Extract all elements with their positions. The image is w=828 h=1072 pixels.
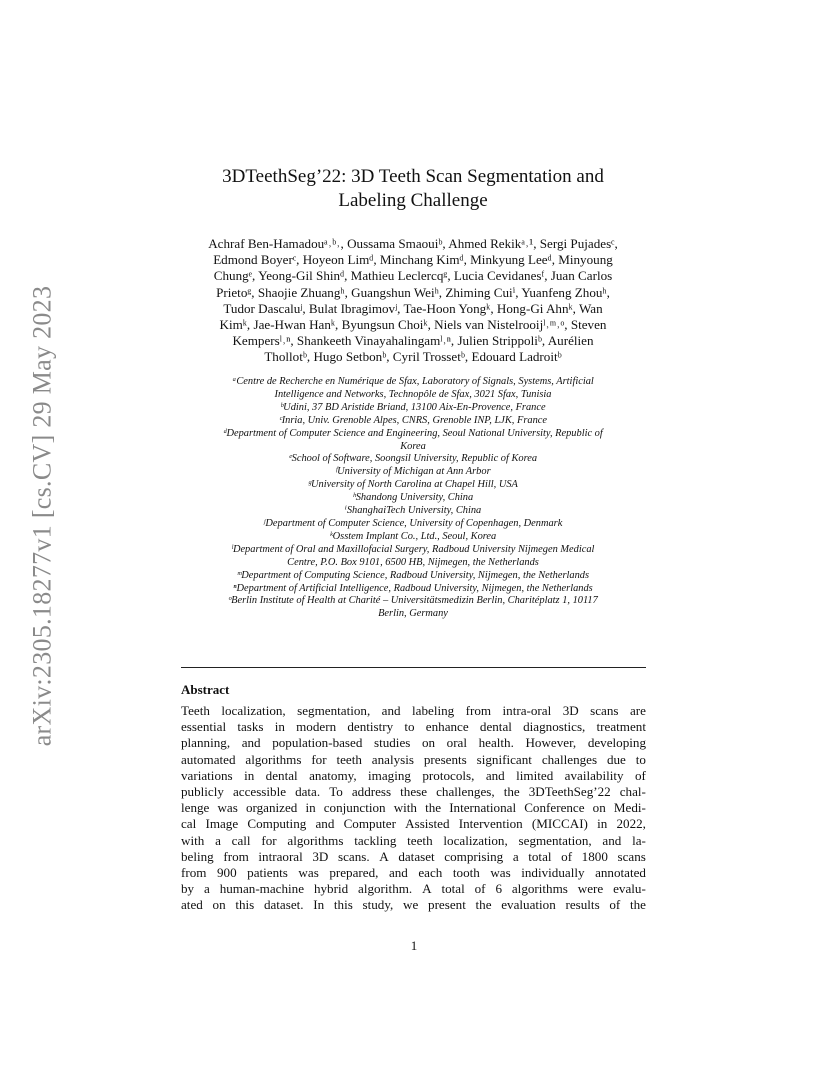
abstract-word: prepared, [329,865,379,881]
abstract-word: are [629,703,646,718]
abstract-word: modern [296,719,337,735]
abstract-word: the [630,897,646,913]
abstract-line [181,865,646,881]
abstract-word: evaluation [501,897,556,913]
abstract-word: scans [617,848,646,864]
title-line: 3DTeethSeg’22: 3D Teeth Scan Segmentation and [222,166,604,187]
author-line: Kimᵏ, Jae-Hwan Hanᵏ, Byungsun Choiᵏ, Niels van Nistelrooijˡ˒ᵐ˒ᵒ, Steven [219,317,607,333]
author-line: Chungᵉ, Yeong-Gil Shinᵈ, Mathieu Leclercqᵍ, Lucia Cevidanesᶠ, Juan Carlos [213,268,613,284]
abstract-word: to [635,751,646,767]
abstract-word: 6 [495,881,502,897]
abstract-word: dentistry [347,719,394,735]
abstract-line [181,719,646,735]
abstract-word: challenges, [436,784,495,800]
paper-title [180,165,646,213]
abstract-word: publicly [181,784,224,800]
abstract-word: patients [247,865,288,881]
abstract-word: on [212,897,226,913]
abstract-word: from [223,848,249,864]
abstract-word: was [217,800,238,816]
affiliation-line: Centre, P.O. Box 9101, 6500 HB, Nijmegen, the Netherlands [287,556,539,568]
abstract-word: human-machine [219,881,305,897]
abstract-word: la- [632,832,646,848]
abstract-word: presents [423,751,467,767]
abstract-word: Medi- [613,800,646,816]
abstract-word: treatment [596,719,646,735]
abstract-word: for [261,832,277,848]
author-line: Tudor Dascaluʲ, Bulat Ibragimovʲ, Tae-Hoon Yongᵏ, Hong-Gi Ahnᵏ, Wan [223,300,603,316]
abstract-word: a [215,832,221,848]
abstract-word: 1800 [581,848,608,864]
abstract-word: automated [181,751,236,767]
affiliation-line: ᶜInria, Univ. Grenoble Alpes, CNRS, Grenoble INP, LJK, France [278,414,548,426]
abstract-word: total [441,881,465,897]
abstract-word: results [565,897,600,913]
abstract-line [181,897,646,913]
abstract-word: intraoral [258,848,303,864]
abstract-word: A [379,848,389,864]
abstract-word: in [305,800,316,816]
abstract-word: lenge [181,800,210,816]
abstract-word: and [381,703,401,718]
abstract-word: dataset [398,848,435,864]
abstract-word: However, [525,735,577,751]
abstract-word: of [609,897,621,913]
abstract-word: these [400,784,428,800]
affiliation-list [175,376,651,621]
abstract-word: Computing [247,816,307,832]
abstract-word: 2022, [616,816,646,832]
abstract-word: in [244,767,255,783]
abstract-word: cal [181,816,197,832]
abstract-word: data. [295,784,321,800]
affiliation-line: Intelligence and Networks, Technopôle de Sfax, 3021 Sfax, Tunisia [274,388,552,400]
affiliation-line: ⁿDepartment of Artificial Intelligence, Radboud University, Nijmegen, the Netherlands [233,582,593,594]
abstract-word: chal- [619,784,646,800]
abstract-word: A [422,881,432,897]
affiliation-line: ᵍUniversity of North Carolina at Chapel Hill, USA [308,479,518,491]
author-line: Achraf Ben-Hamadouᵃ˒ᵇ˒, Oussama Smaouiᵇ, Ahmed Rekikᵃ˒¹, Sergi Pujadesᶜ, [208,236,618,251]
affiliation-line: ʰShandong University, China [352,492,474,504]
abstract-line [181,849,646,865]
affiliation-line: ᶠUniversity of Michigan at Ann Arbor [335,466,491,478]
abstract-word: 3D [312,848,329,864]
affiliation-line: ᵐDepartment of Computing Science, Radboud University, Nijmegen, the Netherlands [236,569,590,581]
abstract-word: planning, [181,735,231,751]
abstract-word: 3DTeethSeg’22 [528,784,611,800]
arxiv-id-text: arXiv:2305.18277v1 [cs.CV] 29 May 2023 [27,285,57,747]
abstract-word: International [449,800,517,816]
abstract-word: in [274,719,285,735]
abstract-word: on [421,735,436,751]
abstract-word: a [512,848,519,864]
abstract-line [181,768,646,784]
abstract-word: Computer [343,816,396,832]
abstract-word: tackling [354,832,397,848]
affiliation-line: ᵏOsstem Implant Co., Ltd., Seoul, Korea [329,530,497,542]
abstract-word: Intervention [458,816,523,832]
affiliation-line: Korea [400,440,426,452]
abstract-word: from [465,703,492,718]
abstract-line [181,800,646,816]
abstract-word: was [490,865,511,881]
abstract-word: and [315,816,335,832]
abstract-word: for [311,751,327,767]
abstract-word: segmentation, [297,703,371,718]
affiliation-line: ᵇUdini, 37 BD Aristide Briand, 13100 Aix-En-Provence, France [280,401,546,413]
abstract-word: (MICCAI) [531,816,588,832]
abstract-word: dental [479,719,512,735]
abstract-word: organized [245,800,298,816]
abstract-word: call [231,832,251,848]
affiliation-line: Berlin, Germany [378,608,448,620]
abstract-word: conjunction [323,800,386,816]
abstract-word: 900 [216,865,237,881]
title-line: Labeling Challenge [338,190,488,211]
abstract-word: and [241,735,261,751]
abstract-word: and [388,865,408,881]
abstract-word: In [313,897,325,913]
abstract-word: localization, [221,703,286,718]
abstract-word: this [235,897,255,913]
abstract-word: protocols, [422,767,475,783]
abstract-word: health. [478,735,514,751]
abstract-word: significant [476,751,532,767]
abstract-word: beling [181,848,214,864]
abstract-word: accessible [232,784,287,800]
abstract-word: with [181,832,205,848]
abstract-word: comprising [444,848,504,864]
abstract-word: from [181,865,207,881]
page-number: 1 [410,938,418,953]
abstract-word: essential [181,719,227,735]
affiliation-line: ⁱShanghaiTech University, China [344,505,482,517]
abstract-word: evalu- [613,881,646,897]
affiliation-line: ˡDepartment of Oral and Maxillofacial Surgery, Radboud University Nijmegen Medical [231,543,595,555]
affiliation-line: ᵉSchool of Software, Soongsil University, Republic of Korea [288,453,538,465]
abstract-word: challenges [541,751,598,767]
abstract-word: of [561,848,573,864]
abstract-body [181,703,646,914]
abstract-word: this [333,897,353,913]
abstract-word: we [403,897,419,913]
author-line: Prietoᵍ, Shaojie Zhuangʰ, Guangshun Weiʰ, Zhiming Cuiⁱ, Yuanfeng Zhouʰ, [216,284,610,300]
abstract-word: by [181,881,195,897]
abstract-word: limited [516,767,554,783]
abstract-word: and [485,767,505,783]
abstract-line [181,816,646,832]
abstract-word: the [425,800,442,816]
abstract-line [181,752,646,768]
abstract-word: were [577,881,604,897]
abstract-word: tooth [452,865,480,881]
affiliation-line: ᵒBerlin Institute of Health at Charité – Universitätsmedizin Berlin, Charitéplatz 1, 10117 [228,595,598,607]
abstract-word: annotated [595,865,646,881]
abstract-word: labeling [412,703,455,718]
abstract-word: with [393,800,417,816]
abstract-word: anatomy, [309,767,357,783]
affiliation-line: ʲDepartment of Computer Science, University of Copenhagen, Denmark [263,517,563,529]
author-line: Edmond Boyerᶜ, Hoyeon Limᵈ, Minchang Kimᵈ, Minkyung Leeᵈ, Minyoung [213,252,613,268]
abstract-line [181,833,646,849]
arxiv-sidebar-stamp [20,268,64,764]
abstract-word: Assisted [405,816,450,832]
abstract-word: diagnostics, [523,719,586,735]
abstract-word: variations [181,767,233,783]
abstract-word: dataset. [263,897,304,913]
horizontal-rule [181,667,646,668]
abstract-word: Image [205,816,239,832]
abstract-word: present [428,897,466,913]
abstract-word: address [351,784,392,800]
abstract-word: individually [521,865,585,881]
author-list [180,236,646,366]
abstract-word: the [475,897,492,913]
abstract-word: teeth [407,832,433,848]
abstract-word: population-based [272,735,363,751]
abstract-word: hybrid [313,881,349,897]
abstract-word: analysis [371,751,414,767]
affiliation-line: ᵃCentre de Recherche en Numérique de Sfax, Laboratory of Signals, Systems, Artificial [232,376,594,387]
abstract-word: teeth [336,751,362,767]
abstract-word: studies [373,735,411,751]
abstract-word: and [602,832,622,848]
abstract-word: of [474,881,486,897]
affiliation-line: ᵈDepartment of Computer Science and Engineering, Seoul National University, Republic of [223,427,603,439]
abstract-word: study, [362,897,394,913]
abstract-word: Conference [524,800,585,816]
abstract-word: in [597,816,608,832]
abstract-word: scans. [338,848,370,864]
abstract-word: intra-oral [502,703,552,718]
abstract-word: availability [564,767,624,783]
abstract-word: was [298,865,319,881]
abstract-word: algorithm. [358,881,413,897]
abstract-word: To [329,784,343,800]
abstract-word: enhance [425,719,469,735]
author-line: Kempersˡ˒ⁿ, Shankeeth Vinayahalingamˡ˒ⁿ, Julien Strippoliᵇ, Aurélien [232,333,594,349]
abstract-word: scans [590,703,619,718]
abstract-word: each [418,865,443,881]
abstract-word: algorithms [245,751,302,767]
abstract-heading: Abstract [181,682,230,697]
abstract-word: on [592,800,606,816]
author-line: Thollotᵇ, Hugo Setbonᵇ, Cyril Trossetᵇ, Edouard Ladroitᵇ [264,349,562,365]
abstract-word: due [606,751,626,767]
abstract-word: algorithms [287,832,344,848]
abstract-word: developing [587,735,646,751]
abstract-word: a [203,881,210,897]
abstract-line [181,784,646,800]
abstract-word: segmentation, [518,832,592,848]
abstract-word: tasks [237,719,264,735]
abstract-word: imaging [368,767,411,783]
abstract-word: of [635,767,646,783]
abstract-word: localization, [443,832,508,848]
abstract-line [181,735,646,751]
abstract-word: Teeth [181,703,210,718]
abstract-word: 3D [562,703,579,718]
abstract-word: to [404,719,415,735]
abstract-word: ated [181,897,203,913]
abstract-word: algorithms [511,881,568,897]
abstract-word: total [528,848,552,864]
abstract-line [181,703,646,719]
abstract-word: dental [265,767,298,783]
abstract-word: oral [446,735,467,751]
abstract-line [181,881,646,897]
abstract-word: the [503,784,520,800]
